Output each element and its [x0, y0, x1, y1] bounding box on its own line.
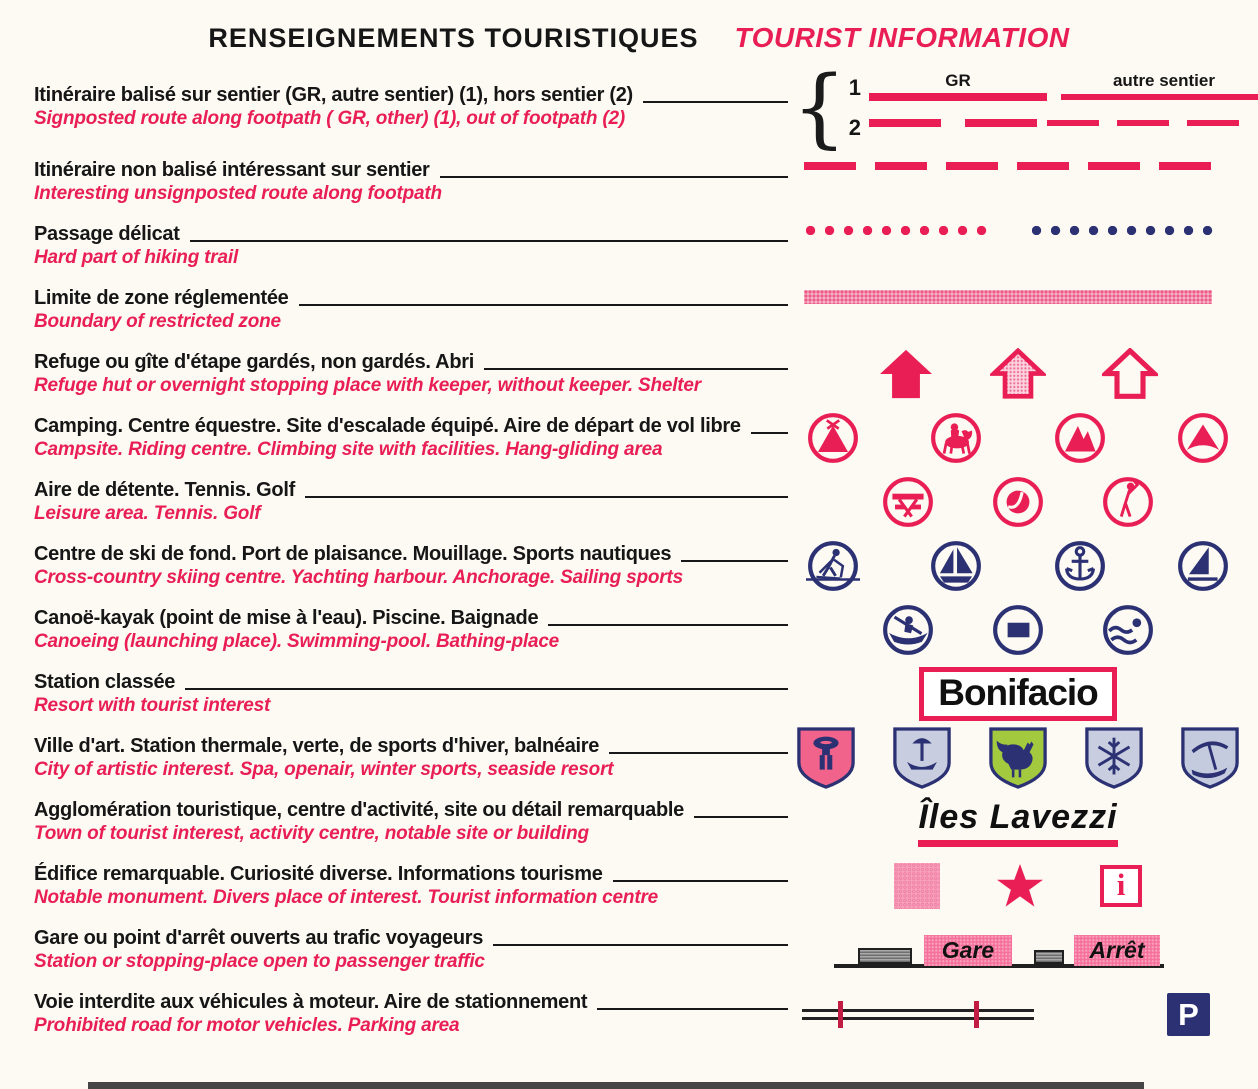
title-english: TOURIST INFORMATION	[734, 22, 1070, 53]
art-city-shield	[796, 726, 856, 790]
leader-line	[643, 101, 788, 103]
legend-row-tourist-town	[34, 790, 1244, 854]
picnic-table-icon	[881, 475, 935, 529]
brace: { 1 2	[792, 58, 861, 158]
leader-line	[484, 368, 788, 370]
legend-row-water-leisure	[34, 598, 1244, 662]
row-label-fr: Passage délicat	[34, 223, 180, 245]
horse-riding-icon	[929, 411, 983, 465]
town-name: Bonifacio	[938, 672, 1098, 713]
legend-row-nautical	[34, 534, 1244, 598]
canoe-icon	[881, 603, 935, 657]
swimming-pool-icon	[991, 603, 1045, 657]
refuge-no-keeper-arrow-icon	[990, 348, 1046, 400]
row-label-en: Resort with tourist interest	[34, 695, 271, 716]
xc-ski-icon	[806, 539, 860, 593]
row-label-en: Station or stopping-place open to passenger traffic	[34, 951, 485, 972]
legend-row-city-shields	[34, 726, 1244, 790]
legend-row-leisure	[34, 470, 1244, 534]
railway-station-line	[834, 927, 1164, 973]
hang-glider-icon	[1176, 411, 1230, 465]
stop-name-box: Arrêt	[1074, 935, 1160, 966]
trail-number-1: 1	[848, 75, 861, 100]
golf-icon	[1101, 475, 1155, 529]
tennis-icon	[991, 475, 1045, 529]
shelter-arrow-icon	[1102, 348, 1158, 400]
leader-line	[190, 240, 788, 242]
title-french: RENSEIGNEMENTS TOURISTIQUES	[208, 23, 699, 53]
leader-line	[751, 432, 788, 434]
row-label-en: Boundary of restricted zone	[34, 311, 281, 332]
leader-line	[299, 304, 789, 306]
sailing-icon	[1176, 539, 1230, 593]
row-label-fr: Camping. Centre équestre. Site d'escalade équipé. Aire de départ de vol libre	[34, 415, 741, 437]
leader-line	[613, 880, 788, 882]
row-label-fr: Refuge ou gîte d'étape gardés, non gardés. Abri	[34, 351, 474, 373]
tourist-town-name	[918, 798, 1117, 847]
legend-row-unsignposted-route	[34, 150, 1244, 214]
row-label-en: Canoeing (launching place). Swimming-pool. Bathing-place	[34, 631, 560, 652]
row-label-fr: Itinéraire non balisé intéressant sur sentier	[34, 159, 430, 181]
row-label-fr: Canoë-kayak (point de mise à l'eau). Piscine. Baignade	[34, 607, 539, 629]
row-label-fr: Centre de ski de fond. Port de plaisance. Mouillage. Sports nautiques	[34, 543, 672, 565]
other-solid-line	[1061, 94, 1258, 100]
legend-row-restricted-zone	[34, 278, 1244, 342]
gr-dashed-line	[869, 119, 1047, 127]
other-dashed-line	[1047, 120, 1253, 126]
tourist-info-icon: i	[1100, 865, 1142, 907]
red-underline-bar	[918, 840, 1117, 847]
parking-icon: P	[1167, 993, 1210, 1036]
islands-name: Îles Lavezzi	[918, 797, 1118, 836]
leader-line	[548, 624, 788, 626]
row-label-en: Hard part of hiking trail	[34, 247, 239, 268]
leader-line	[609, 752, 788, 754]
row-label-en: Town of tourist interest, activity centre, notable site or building	[34, 823, 589, 844]
legend-row-classified-resort	[34, 662, 1244, 726]
leader-line	[597, 1008, 788, 1010]
legend-row-prohibited-parking	[34, 982, 1244, 1046]
legend-row-station	[34, 918, 1244, 982]
refuge-keeper-arrow-icon	[878, 348, 934, 400]
pink-screened-band	[804, 290, 1212, 304]
green-resort-shield	[988, 726, 1048, 790]
scan-edge-artifact	[88, 1082, 1144, 1089]
other-path-label: autre sentier	[1112, 71, 1215, 90]
row-label-en: Notable monument. Divers place of interest. Tourist information centre	[34, 887, 659, 908]
spa-shield	[892, 726, 952, 790]
legend-row-signposted-route	[34, 58, 1244, 158]
classified-resort-name-box	[919, 667, 1117, 721]
station-name-box: Gare	[924, 935, 1012, 966]
leader-line	[694, 816, 788, 818]
road-closure-bar	[974, 1001, 979, 1028]
prohibited-road-line	[802, 998, 1034, 1030]
leader-line	[493, 944, 788, 946]
leader-line	[185, 688, 788, 690]
gr-solid-line	[869, 93, 1047, 101]
row-label-en: Interesting unsignposted route along footpath	[34, 183, 442, 204]
row-label-en: City of artistic interest. Spa, openair, winter sports, seaside resort	[34, 759, 614, 780]
anchorage-icon	[1053, 539, 1107, 593]
road-closure-bar	[838, 1001, 843, 1028]
leader-line	[305, 496, 788, 498]
row-label-en: Prohibited road for motor vehicles. Parking area	[34, 1015, 460, 1036]
bathing-icon	[1101, 603, 1155, 657]
row-label-fr: Gare ou point d'arrêt ouverts au trafic voyageurs	[34, 927, 484, 949]
legend-title	[34, 14, 1244, 64]
row-label-fr: Édifice remarquable. Curiosité diverse. Informations tourisme	[34, 863, 603, 885]
yacht-harbour-icon	[929, 539, 983, 593]
row-label-en: Leisure area. Tennis. Golf	[34, 503, 261, 524]
row-label-fr: Agglomération touristique, centre d'activité, site ou détail remarquable	[34, 799, 684, 821]
climbing-icon	[1053, 411, 1107, 465]
tent-icon	[806, 411, 860, 465]
row-label-fr: Voie interdite aux véhicules à moteur. Aire de stationnement	[34, 991, 588, 1013]
legend-row-camping	[34, 406, 1244, 470]
stop-building	[1034, 950, 1064, 964]
blue-dotted-line	[1032, 226, 1218, 235]
row-label-fr: Limite de zone réglementée	[34, 287, 289, 309]
row-label-en: Refuge hut or overnight stopping place with keeper, without keeper. Shelter	[34, 375, 701, 396]
long-dashed-red-line	[804, 162, 1216, 170]
row-label-fr: Station classée	[34, 671, 176, 693]
legend-row-monument-info	[34, 854, 1244, 918]
legend-row-hard-part	[34, 214, 1244, 278]
station-building	[858, 948, 912, 964]
notable-site-star	[996, 863, 1044, 909]
row-label-fr: Aire de détente. Tennis. Golf	[34, 479, 295, 501]
leader-line	[681, 560, 788, 562]
gr-label: GR	[945, 71, 971, 90]
legend-row-refuge	[34, 342, 1244, 406]
trail-number-2: 2	[848, 115, 861, 140]
seaside-shield	[1180, 726, 1240, 790]
activity-centre-square	[894, 863, 940, 909]
row-label-fr: Ville d'art. Station thermale, verte, de sports d'hiver, balnéaire	[34, 735, 600, 757]
row-label-fr: Itinéraire balisé sur sentier (GR, autre sentier) (1), hors sentier (2)	[34, 84, 633, 106]
row-label-en: Signposted route along footpath ( GR, other) (1), out of footpath (2)	[34, 108, 625, 129]
row-label-en: Campsite. Riding centre. Climbing site with facilities. Hang-gliding area	[34, 439, 663, 460]
leader-line	[440, 176, 788, 178]
winter-sports-shield	[1084, 726, 1144, 790]
red-dotted-line	[806, 226, 992, 235]
row-label-en: Cross-country skiing centre. Yachting harbour. Anchorage. Sailing sports	[34, 567, 683, 588]
